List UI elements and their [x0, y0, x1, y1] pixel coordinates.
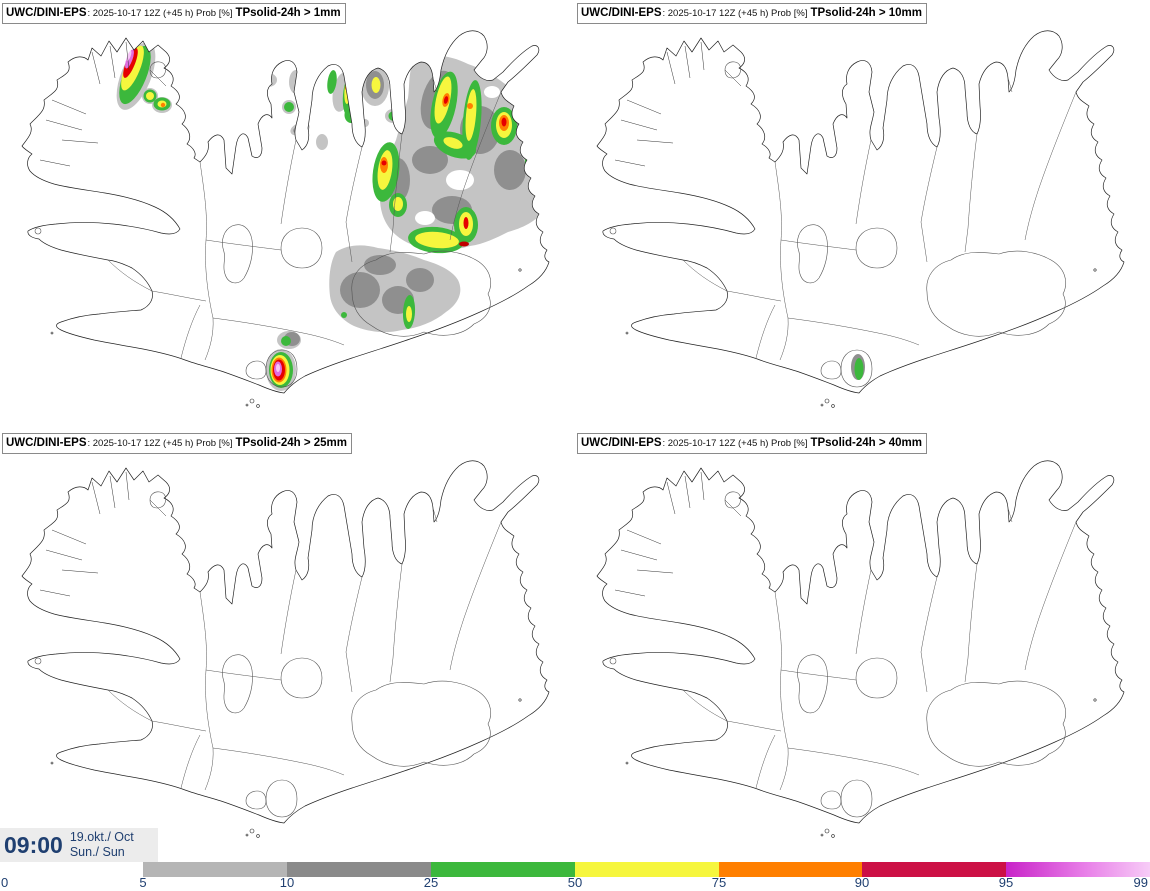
- colorbar-tick: 75: [711, 875, 727, 890]
- panel-title: [2, 3, 346, 24]
- product-label: UWC/DINI-EPS: [581, 7, 662, 19]
- colorbar-tick: 90: [854, 875, 870, 890]
- threshold-label: TPsolid-24h > 25mm: [235, 437, 347, 449]
- product-label: UWC/DINI-EPS: [581, 437, 662, 449]
- probability-overlay: [851, 354, 865, 380]
- valid-day: Sun./ Sun: [69, 845, 125, 859]
- panel-prob-40mm: [575, 430, 1150, 860]
- iceland-map: [575, 430, 1150, 860]
- iceland-map: [575, 0, 1150, 430]
- panel-prob-1mm: [0, 0, 575, 430]
- threshold-label: TPsolid-24h > 10mm: [810, 7, 922, 19]
- panel-prob-25mm: [0, 430, 575, 860]
- panel-title: [2, 433, 352, 454]
- colorbar-tick: 50: [567, 875, 583, 890]
- run-info: : 2025-10-17 12Z (+45 h) Prob [%]: [662, 8, 808, 19]
- probability-overlay: [109, 37, 566, 391]
- valid-time: 09:00: [4, 831, 63, 858]
- colorbar-tick: 95: [998, 875, 1014, 890]
- colorbar-tick: 0: [1, 875, 9, 890]
- iceland-map: [0, 0, 575, 430]
- valid-date: 19.okt./ Oct: [69, 830, 134, 844]
- iceland-map: [0, 430, 575, 860]
- panel-title: [577, 433, 927, 454]
- valid-time-box: [0, 828, 158, 862]
- colorbar-tick: 5: [139, 875, 147, 890]
- run-info: : 2025-10-17 12Z (+45 h) Prob [%]: [87, 438, 233, 449]
- threshold-label: TPsolid-24h > 40mm: [810, 437, 922, 449]
- product-label: UWC/DINI-EPS: [6, 437, 87, 449]
- colorbar-tick: 10: [279, 875, 295, 890]
- panel-prob-10mm: [575, 0, 1150, 430]
- colorbar-tick: 99: [1133, 875, 1148, 890]
- run-info: : 2025-10-17 12Z (+45 h) Prob [%]: [87, 8, 233, 19]
- threshold-label: TPsolid-24h > 1mm: [235, 7, 341, 19]
- colorbar-ticks: [0, 875, 1150, 891]
- run-info: : 2025-10-17 12Z (+45 h) Prob [%]: [662, 438, 808, 449]
- colorbar-tick: 25: [423, 875, 439, 890]
- product-label: UWC/DINI-EPS: [6, 7, 87, 19]
- panel-title: [577, 3, 927, 24]
